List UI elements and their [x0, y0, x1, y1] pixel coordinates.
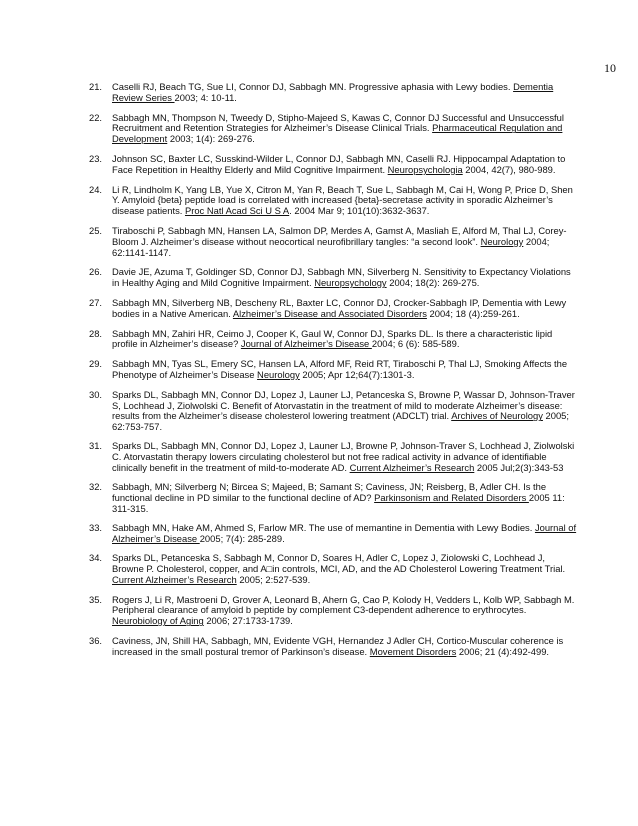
citation-text: 2005 Jul;2(3):343-53 [474, 461, 564, 473]
citation-text: Davie JE, Azuma T, Goldinger SD, Connor DJ, Sabbagh MN, Silverberg N. Sensitivity to Expectancy Violations in Healthy Aging and Mild Cognitive Impairment. [112, 266, 571, 289]
citation-text: Sparks DL, Sabbagh MN, Connor DJ, Lopez J, Launer LJ, Petanceska S, Browne P, Wassar D, Johnson-Traver S, Lochhead J, Ziolwolski C. Benefit of Atorvastatin in the treatment of mild to moderate Alzheimer’s disease: results from the Alzheimer’s disease cholesterol lowering treatment (ADCLT) trial. [112, 388, 575, 422]
reference-item [89, 523, 579, 545]
reference-text [112, 358, 567, 380]
citation-text: 2003; 4: 10-11. [174, 91, 237, 103]
journal-title: Dementia Review Series [112, 81, 554, 103]
reference-number: 23. [89, 152, 103, 164]
reference-text [112, 389, 575, 432]
reference-item [89, 329, 579, 351]
journal-title: Neurobiology of Aging [112, 615, 204, 627]
reference-item [89, 359, 579, 381]
reference-number: 35. [89, 593, 103, 605]
reference-item [89, 595, 579, 627]
citation-text: Sparks DL, Petanceska S, Sabbagh M, Connor D, Soares H, Adler C, Lopez J, Ziolowski C, Lochhead J, Browne P. Cholesterol, copper, and A□in controls, MCI, AD, and the AD Cholesterol Lowering Treatment Trial. [112, 552, 566, 575]
citation-text: 2005; 7(4): 285-289. [199, 532, 285, 544]
citation-text: Tiraboschi P, Sabbagh MN, Hansen LA, Salmon DP, Merdes A, Gamst A, Masliah E, Alford M, Thal LJ, Corey-Bloom J. Alzheimer’s disease without neocortical neurofibrillary tangles: “a second look”. [112, 224, 567, 247]
citation-text: 2004; 18(2): 269-275. [386, 277, 480, 289]
journal-title: Journal of Alzheimer’s Disease [112, 521, 577, 544]
journal-title: Alzheimer’s Disease and Associated Disorders [232, 307, 427, 319]
citation-text: Caselli RJ, Beach TG, Sue LI, Connor DJ, Sabbagh MN. Progressive aphasia with Lewy bodies. [112, 81, 514, 92]
citation-text: Sparks DL, Sabbagh MN, Connor DJ, Lopez J, Launer LJ, Browne P, Johnson-Traver S, Lochhead J, Ziolwolski C. Atorvastatin therapy lowers circulating cholesterol but not free radical activity in advance of identifiable clinically benefit in the treatment of mild-to-moderate AD. [112, 439, 575, 473]
citation-text: 2004; 18 (4):259-261. [426, 307, 520, 319]
citation-text: Li R, Lindholm K, Yang LB, Yue X, Citron M, Yan R, Beach T, Sue L, Sabbagh M, Cai H, Wong P, Price D, Shen Y. Amyloid {beta} peptide load is correlated with increased {beta}-secretase activity in sporadic Alzheimer’s disease patients. [112, 183, 573, 217]
reference-item [89, 390, 579, 433]
reference-number: 30. [89, 388, 103, 400]
journal-title: Pharmaceutical Regulation and Development [112, 122, 563, 145]
journal-title: Movement Disorders [369, 645, 457, 657]
journal-title: Neuropsychology [314, 277, 387, 289]
reference-number: 29. [89, 358, 103, 370]
reference-text [112, 266, 571, 288]
reference-number: 28. [89, 327, 103, 339]
page-number: 10 [604, 61, 616, 75]
journal-title: Neurology [480, 235, 524, 247]
reference-number: 24. [89, 183, 103, 195]
citation-text: Sabbagh MN, Hake AM, Ahmed S, Farlow MR. The use of memantine in Dementia with Lewy Bodies. [112, 521, 535, 533]
reference-item [89, 298, 579, 320]
reference-number: 36. [89, 635, 103, 647]
journal-title: Journal of Alzheimer’s Disease [240, 338, 372, 350]
reference-item [89, 82, 579, 104]
citation-text: 2005; 2:527-539. [236, 573, 311, 585]
citation-text: Sabbagh MN, Zahiri HR, Ceimo J, Cooper K, Gaul W, Connor DJ, Sparks DL. Is there a characteristic lipid profile in Alzheimer’s disease? [112, 327, 553, 350]
journal-title: Archives of Neurology [451, 410, 543, 422]
journal-title: Current Alzheimer’s Research [112, 573, 237, 585]
journal-title: Parkinsonism and Related Disorders [374, 492, 529, 504]
citation-text: Sabbagh MN, Silverberg NB, Descheny RL, Baxter LC, Connor DJ, Crocker-Sabbagh IP, Dementia with Lewy bodies in a Native American. [112, 296, 567, 319]
reference-number: 34. [89, 552, 103, 564]
citation-text: Sabbagh, MN; Silverberg N; Bircea S; Majeed, B; Samant S; Caviness, JN; Reisberg, B, Adler CH. Is the functional decline in PD similar to the functional decline of AD? [112, 481, 547, 504]
reference-number: 22. [89, 111, 103, 123]
reference-item [89, 154, 579, 176]
reference-number: 31. [89, 439, 103, 451]
reference-number: 32. [89, 481, 103, 493]
reference-text [112, 225, 567, 258]
reference-text [112, 522, 576, 544]
reference-item [89, 441, 579, 473]
reference-item [89, 185, 579, 217]
reference-item [89, 482, 579, 514]
reference-number: 26. [89, 266, 103, 278]
citation-text: 2005; 62:753-757. [112, 410, 569, 433]
reference-text [112, 594, 574, 627]
reference-text [112, 328, 552, 350]
reference-number: 27. [89, 296, 103, 308]
citation-text: 2004, 42(7), 980-989. [462, 163, 556, 175]
reference-text [112, 297, 566, 319]
reference-text [112, 552, 565, 585]
citation-text: 2003; 1(4): 269-276. [167, 133, 255, 145]
citation-text: Sabbagh MN, Thompson N, Tweedy D, Stipho-Majeed S, Kawas C, Connor DJ Successful and Unsuccessful Recruitment and Retention Strategies for Alzheimer’s Disease Clinical Trials. [112, 111, 564, 134]
reference-text [112, 112, 564, 145]
journal-title: Current Alzheimer’s Research [349, 461, 475, 473]
reference-item [89, 267, 579, 289]
citation-text: Caviness, JN, Shill HA, Sabbagh, MN, Evidente VGH, Hernandez J Adler CH, Cortico-Muscular coherence is increased in the small postural tremor of Parkinson’s disease. [112, 635, 564, 657]
reference-number: 25. [89, 224, 103, 236]
citation-text: Sabbagh MN, Tyas SL, Emery SC, Hansen LA, Alford MF, Reid RT, Tiraboschi P, Thal LJ, Smoking Affects the Phenotype of Alzheimer’s Disease [112, 358, 568, 380]
reference-item [89, 113, 579, 145]
citation-text: 2005; Apr 12;64(7):1301-3. [299, 368, 415, 380]
reference-text [112, 153, 565, 175]
reference-list [89, 73, 579, 658]
journal-title: Proc Natl Acad Sci U S A [184, 205, 290, 217]
citation-text: Rogers J, Li R, Mastroeni D, Grover A, Leonard B, Ahern G, Cao P, Kolody H, Vedders L, Kolb WP, Sabbagh M. Peripheral clearance of amyloid b peptide by complement C3-dependent adherence to erythrocytes. [112, 593, 575, 616]
citation-text: . 2004 Mar 9; 101(10):3632-3637. [289, 205, 430, 217]
reference-number: 21. [89, 81, 103, 92]
reference-text [112, 184, 573, 217]
reference-item [89, 553, 579, 585]
journal-title: Neurology [257, 368, 300, 380]
citation-text: Johnson SC, Baxter LC, Susskind-Wilder L, Connor DJ, Sabbagh MN, Caselli RJ. Hippocampal Adaptation to Face Repetition in Healthy Elderly and Mild Cognitive Impairment. [112, 152, 566, 175]
reference-text [112, 635, 563, 657]
citation-text: 2006; 27:1733-1739. [203, 615, 293, 627]
reference-item [89, 226, 579, 258]
citation-text: 2005 11: 311-315. [112, 492, 565, 514]
reference-item [89, 636, 579, 658]
citation-text: 2006; 21 (4):492-499. [456, 645, 550, 657]
reference-text [112, 81, 553, 103]
reference-text [112, 440, 574, 473]
citation-text: 2004; 6 (6): 585-589. [371, 338, 460, 350]
reference-text [112, 481, 565, 514]
citation-text: 2004; 62:1141-1147. [112, 235, 550, 258]
reference-number: 33. [89, 521, 103, 533]
journal-title: Neuropsychologia [387, 163, 463, 175]
